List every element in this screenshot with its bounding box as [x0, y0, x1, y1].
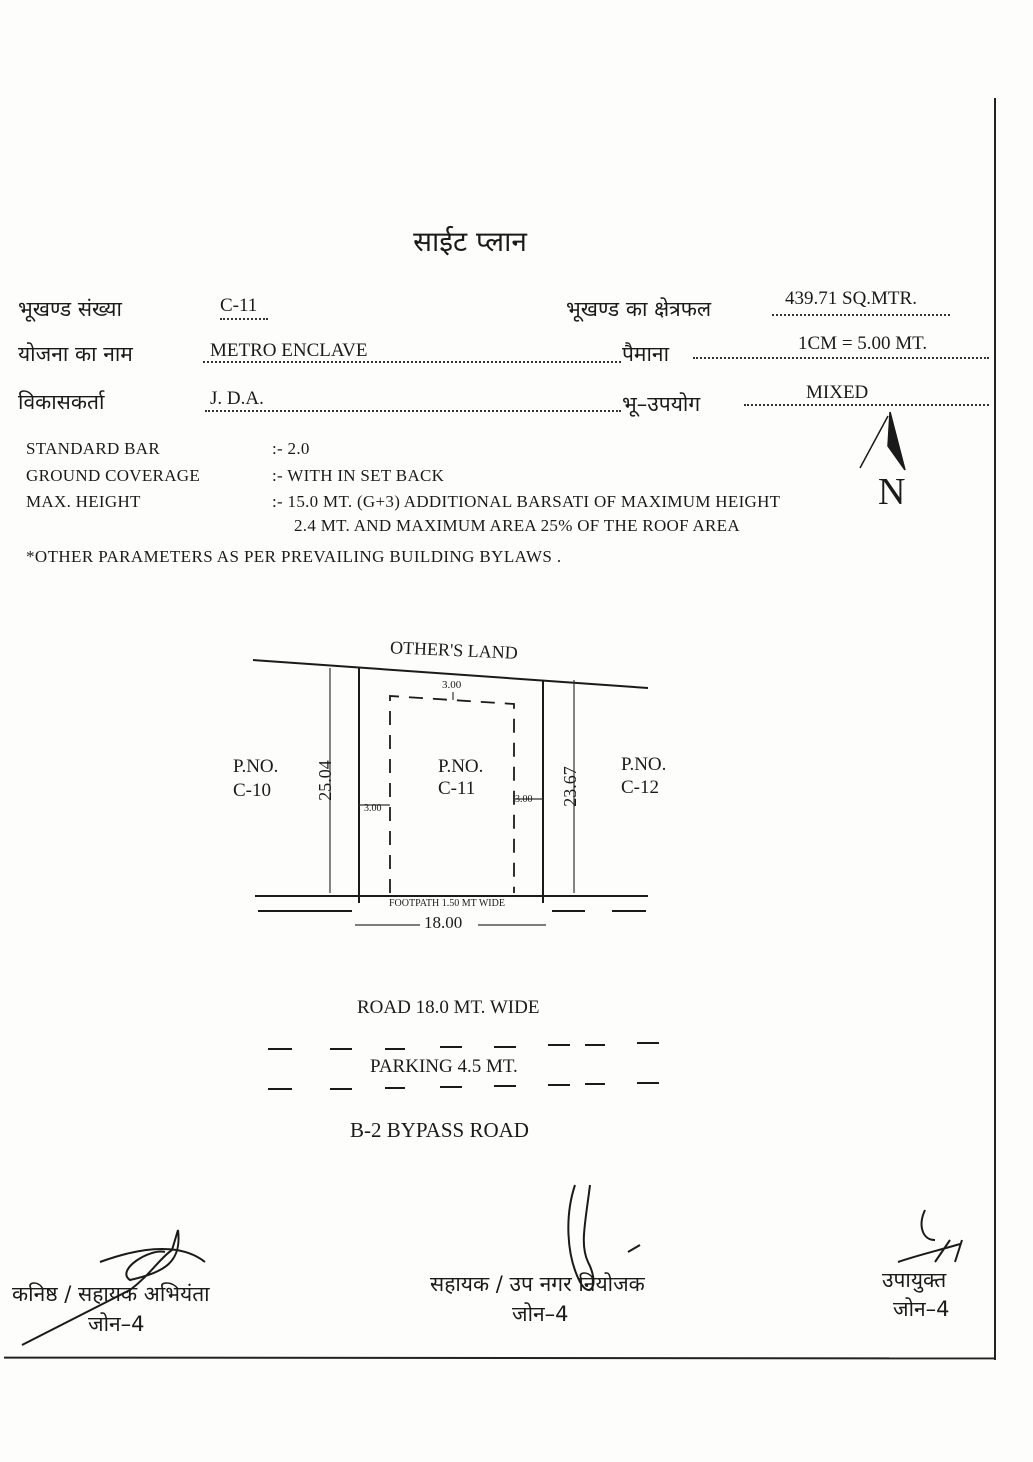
bylaws-note: *OTHER PARAMETERS AS PER PREVAILING BUILDING BYLAWS . [26, 547, 562, 566]
others-land-label: OTHER'S LAND [389, 637, 519, 663]
scale-label: पैमाना [622, 342, 670, 366]
parking-label: PARKING 4.5 MT. [370, 1056, 518, 1077]
landuse-value: MIXED [806, 382, 869, 403]
page-title: साईट प्लान [413, 225, 527, 258]
param-key-ground-coverage: GROUND COVERAGE [26, 466, 201, 485]
plot-no-label: भूखण्ड संख्या [18, 297, 122, 321]
center-plot-label-line2: C-11 [438, 778, 476, 799]
area-value: 439.71 SQ.MTR. [785, 288, 917, 309]
scale-value: 1CM = 5.00 MT. [798, 333, 928, 354]
landuse-label: भू–उपयोग [622, 392, 701, 416]
footpath-label: FOOTPATH 1.50 MT WIDE [389, 898, 505, 909]
right-setback-label: 3.00 [515, 794, 533, 805]
center-sign-zone: जोन–4 [512, 1302, 569, 1326]
developer-value: J. D.A. [210, 388, 264, 409]
left-plot-label-line2: C-10 [233, 780, 271, 801]
center-sign-title: सहायक / उप नगर नियोजक [430, 1272, 645, 1296]
left-setback-label: 3.00 [364, 803, 382, 814]
right-sign-title: उपायुक्त [882, 1268, 947, 1292]
top-setback-label: 3.00 [442, 679, 462, 691]
param-key-max-height: MAX. HEIGHT [26, 492, 141, 511]
right-depth-label: 23.67 [559, 766, 580, 807]
scheme-value: METRO ENCLAVE [210, 340, 368, 361]
param-continuation: 2.4 MT. AND MAXIMUM AREA 25% OF THE ROOF AREA [294, 516, 740, 535]
left-signature-stroke [100, 1249, 205, 1262]
north-label: N [878, 471, 906, 513]
bypass-road-label: B-2 BYPASS ROAD [350, 1118, 529, 1142]
param-key-standard-bar: STANDARD BAR [26, 439, 161, 458]
north-arrow-icon [860, 412, 905, 470]
left-sign-title: कनिष्ठ / सहायक अभियंता [12, 1282, 210, 1306]
scheme-label: योजना का नाम [18, 342, 133, 366]
developer-label: विकासकर्ता [18, 390, 105, 414]
area-label: भूखण्ड का क्षेत्रफल [566, 297, 712, 321]
param-value-ground-coverage: :- WITH IN SET BACK [272, 466, 445, 485]
right-signature [898, 1210, 962, 1262]
left-depth-label: 25.04 [314, 760, 335, 801]
left-plot-label-line1: P.NO. [233, 756, 279, 777]
plot-no-value: C-11 [220, 295, 258, 316]
param-value-max-height: :- 15.0 MT. (G+3) ADDITIONAL BARSATI OF MAXIMUM HEIGHT [272, 492, 781, 511]
right-plot-label-line1: P.NO. [621, 754, 667, 775]
right-plot-label-line2: C-12 [621, 777, 659, 798]
frontage-label: 18.00 [424, 913, 463, 932]
signature-marks [22, 1185, 962, 1345]
left-sign-zone: जोन–4 [88, 1312, 145, 1336]
right-sign-zone: जोन–4 [893, 1297, 950, 1321]
road-label: ROAD 18.0 MT. WIDE [357, 997, 540, 1018]
center-plot-label-line1: P.NO. [438, 756, 484, 777]
param-value-standard-bar: :- 2.0 [272, 439, 310, 458]
